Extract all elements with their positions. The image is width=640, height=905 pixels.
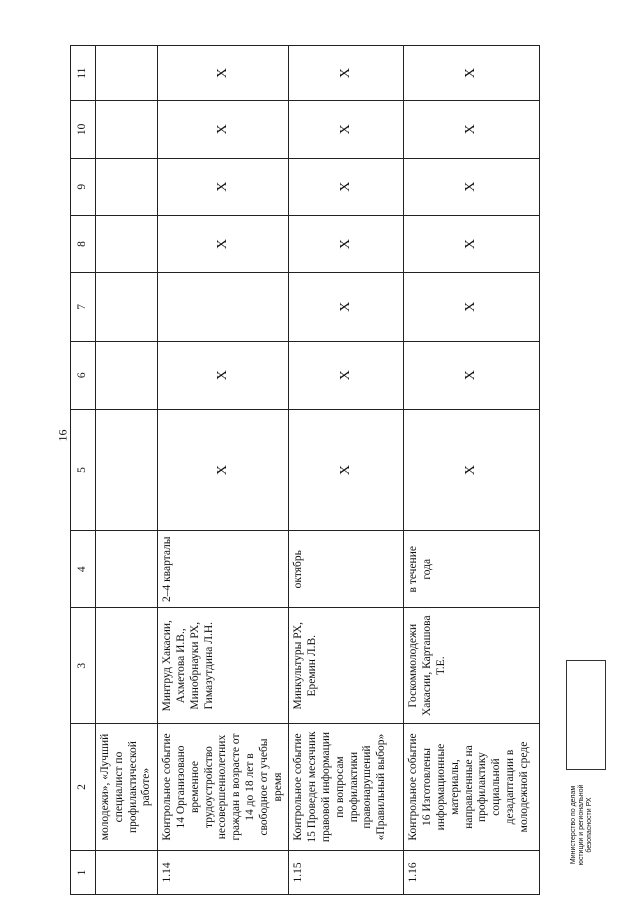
col-number: 8	[71, 215, 96, 272]
table-row	[158, 46, 289, 895]
mark-cell: X	[289, 46, 404, 101]
mark-cell: X	[289, 215, 404, 272]
term-cell: в течение года	[404, 531, 540, 608]
empty-cell	[96, 341, 158, 409]
term-cell: 2–4 кварталы	[158, 531, 289, 608]
stamp-line: юстиции и региональной	[578, 784, 586, 866]
mark-cell: X	[289, 341, 404, 409]
mark-cell: X	[158, 101, 289, 158]
continuation-text: молодежи», «Лучший специалист по профилактической работе»	[96, 724, 158, 851]
mark-cell: X	[404, 409, 540, 530]
empty-cell	[96, 850, 158, 894]
mark-cell: X	[404, 215, 540, 272]
mark-cell: X	[158, 341, 289, 409]
responsible-cell: Минтруд Хакасии, Ахметова И.В., Минобрнауки РХ, Гимазутдина Л.Н.	[158, 608, 289, 724]
mark-cell: X	[404, 341, 540, 409]
mark-cell: X	[404, 101, 540, 158]
empty-cell	[96, 273, 158, 341]
col-number: 3	[71, 608, 96, 724]
mark-cell: X	[158, 158, 289, 215]
col-number: 11	[71, 46, 96, 101]
mark-cell: X	[404, 158, 540, 215]
column-number-row	[71, 46, 96, 895]
empty-cell	[96, 409, 158, 530]
col-number: 5	[71, 409, 96, 530]
empty-cell	[96, 215, 158, 272]
mark-cell: X	[289, 273, 404, 341]
mark-cell: X	[289, 409, 404, 530]
col-number: 9	[71, 158, 96, 215]
mark-cell: X	[289, 101, 404, 158]
empty-cell	[96, 608, 158, 724]
mark-cell: X	[158, 409, 289, 530]
responsible-cell: Госкоммолодежи Хакасии, Карташова Т.Е.	[404, 608, 540, 724]
responsible-cell: Минкультуры РХ, Еремин Л.В.	[289, 608, 404, 724]
mark-cell: X	[158, 215, 289, 272]
plan-table	[70, 45, 540, 895]
table-row	[404, 46, 540, 895]
approval-stamp	[566, 660, 606, 866]
row-number: 1.16	[404, 850, 540, 894]
stamp-line: безопасности РХ	[586, 797, 594, 853]
empty-cell	[96, 158, 158, 215]
page-number: 16	[55, 429, 70, 442]
mark-cell: X	[158, 46, 289, 101]
empty-cell	[96, 531, 158, 608]
event-cell: Контрольное событие 15 Проведен месячник правовой информации по вопросам профилактики правонарушений «Правильный выбор»	[289, 724, 404, 851]
table-row	[289, 46, 404, 895]
row-number: 1.15	[289, 850, 404, 894]
term-cell: октябрь	[289, 531, 404, 608]
stamp-line: Министерство по делам	[570, 785, 577, 865]
row-number: 1.14	[158, 850, 289, 894]
col-number: 7	[71, 273, 96, 341]
col-number: 4	[71, 531, 96, 608]
mark-cell: X	[289, 158, 404, 215]
col-number: 1	[71, 850, 96, 894]
mark-cell	[158, 273, 289, 341]
col-number: 2	[71, 724, 96, 851]
col-number: 10	[71, 101, 96, 158]
continuation-row	[96, 46, 158, 895]
table-container	[70, 45, 540, 895]
empty-cell	[96, 101, 158, 158]
event-cell: Контрольное событие 16 Изготовлены информационные материалы, направленные на профилактику социальной дезадаптации в молодежной среде	[404, 724, 540, 851]
empty-cell	[96, 46, 158, 101]
col-number: 6	[71, 341, 96, 409]
mark-cell: X	[404, 46, 540, 101]
mark-cell: X	[404, 273, 540, 341]
event-cell: Контрольное событие 14 Организовано временное трудоустройство несовершеннолетних граждан в возрасте от 14 до 18 лет в свободное от учебы время	[158, 724, 289, 851]
